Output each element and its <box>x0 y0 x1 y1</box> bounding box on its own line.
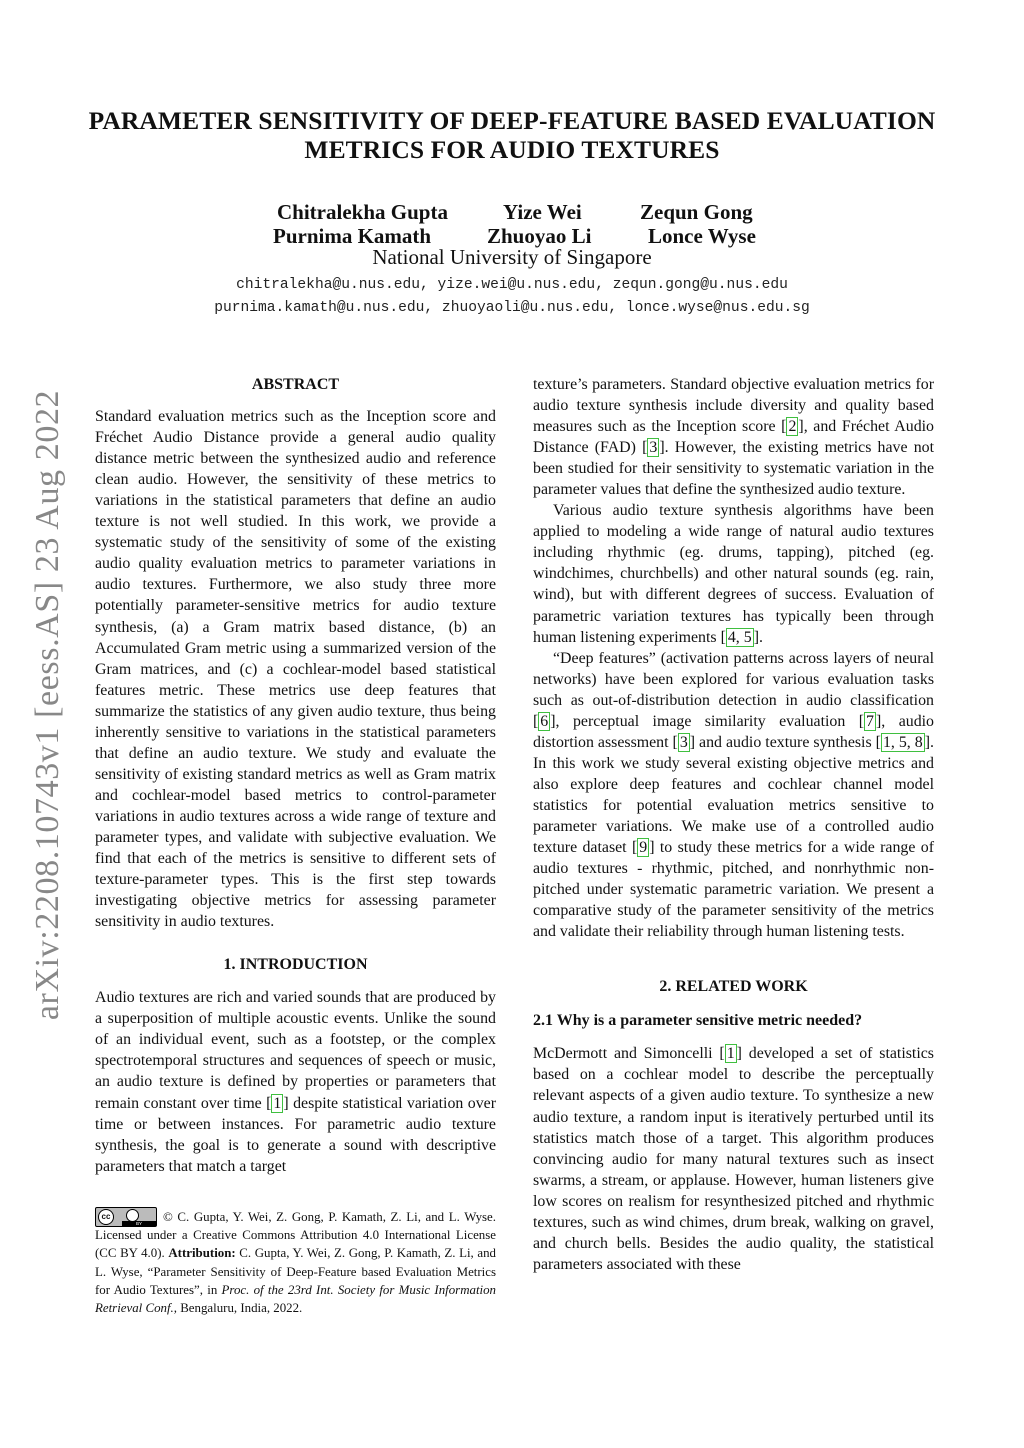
author-name: Chitralekha Gupta <box>277 200 448 224</box>
arxiv-id: arXiv:2208.10743v1 [eess.AS] 23 Aug 2022 <box>29 389 66 1021</box>
right-column <box>533 374 934 1275</box>
author-name: Zequn Gong <box>640 200 753 224</box>
intro-paragraph: Audio textures are rich and varied sounds that are produced by a superposition of multiple acoustic events. Unlike the sound of an individual event, such as a footstep, or the complex spectrotemporal structures and sequences of speech or music, an audio texture is defined by properties or parameters that remain constant over time [ 1 ] despite statistical variation over time or between instances. For parametric audio texture synthesis, the goal is to generate a sound with descriptive parameters that match a target <box>95 989 496 1175</box>
affiliation: National University of Singapore <box>372 245 652 269</box>
citation-link[interactable]: 1 <box>726 1045 735 1063</box>
cc-icon: cc <box>98 1209 114 1225</box>
citation-link[interactable]: 7 <box>866 712 874 730</box>
paragraph: “Deep features” (activation patterns across layers of neural networks) have been explored for various evaluation tasks such as out-of-distribution detection in audio classification [ 6 ], perceptual image similarity evaluation [ 7 ], audio distortion assessment [ 3 ] and audio texture synthesis [ 1, 5, 8 ]. In this work we study several existing objective metrics and also explore deep features and cochlear channel model statistics for potential evaluation metrics sensitive to parameter variations. We make use of a controlled audio texture dataset [ 9 ] to study these metrics for a wide range of audio textures - rhythmic, pitched, and nonrhythmic non-pitched under systematic parametric variation. We present a comparative study of the parameter sensitivity of the metrics and validate their reliability through human listening tests. <box>533 649 934 941</box>
abstract-text: Standard evaluation metrics such as the Inception score and Fréchet Audio Distance provide a general audio quality distance metric between the synthesized audio and reference clean audio. However, the sensitivity of these metrics to variations in the statistical parameters that define an audio texture is not well studied. In this work, we provide a systematic study of the sensitivity of some of the existing audio quality evaluation metrics to parameter variations in audio textures. Furthermore, we also study three more potentially parameter-sensitive metrics for audio texture synthesis, (a) a Gram matrix based distance, (b) an Accumulated Gram metric using a summarized version of the Gram matrices, and (c) a cochlear-model based statistical features metric. These metrics use deep features that summarize the statistics of any given audio texture, thus being inherently sensitive to variations in the statistical parameters that define an audio texture. We study and evaluate the sensitivity of existing standard metrics as well as Gram matrix and cochlear-model based metrics to control-parameter variations in audio textures across a wide range of texture and parameter types, and validate with subjective evaluation. We find that each of the metrics is sensitive to different sets of texture-parameter types. This is the first step towards investigating objective metrics for assessing parameter sensitivity in audio textures. <box>95 408 496 931</box>
paragraph: McDermott and Simoncelli [ 1 ] developed a set of statistics based on a cochlear model to describe the perceptually relevant aspects of a given audio texture. To synthesize a new audio texture, a random input is iteratively perturbed until its statistics match those of a target. This algorithm produces convincing audio for many natural textures such as insect swarms, a stream, or applause. However, human listeners give low scores on realism for resynthesized pitched and rhythmic textures, such as wind chimes, drum break, walking on gravel, and church bells. Besides the audio quality, the statistical parameters associated with these <box>533 1045 934 1273</box>
email-line: purnima.kamath@u.nus.edu, zhuoyaoli@u.nus.edu, lonce.wyse@nus.edu.sg <box>214 300 810 316</box>
abstract-heading: ABSTRACT <box>251 376 340 393</box>
citation-link[interactable]: 4, 5 <box>727 628 752 646</box>
citation-link[interactable]: 2 <box>788 418 797 436</box>
citation-link[interactable]: 6 <box>540 712 549 730</box>
introduction-heading: 1. INTRODUCTION <box>223 956 368 974</box>
citation-link[interactable]: 3 <box>679 733 688 751</box>
citation-link[interactable]: 1, 5, 8 <box>882 733 923 751</box>
paragraph: Various audio texture synthesis algorithms have been applied to modeling a wide range of natural audio textures including rhythmic (eg. drums, tapping), pitched (eg. windchimes, churchbells) and other natural sounds (eg. rain, wind), but with different degrees of success. Evaluation of parametric variation textures has typically been through human listening experiments [ 4, 5 ]. <box>533 502 934 646</box>
related-work-heading: 2. RELATED WORK <box>659 978 808 996</box>
by-label: BY <box>122 1221 156 1226</box>
author-name: Zhuoyao Li <box>487 224 592 248</box>
subsection-heading: 2.1 Why is a parameter sensitive metric needed? <box>533 1012 863 1030</box>
citation-link[interactable]: 3 <box>649 439 658 457</box>
citation-link[interactable]: 1 <box>273 1094 282 1112</box>
email-line: chitralekha@u.nus.edu, yize.wei@u.nus.edu, zequn.gong@u.nus.edu <box>236 277 788 293</box>
paper-title: PARAMETER SENSITIVITY OF DEEP-FEATURE BASED EVALUATION METRICS FOR AUDIO TEXTURES <box>88 106 936 164</box>
citation-link[interactable]: 9 <box>639 839 648 857</box>
author-name: Purnima Kamath <box>273 224 432 248</box>
author-name: Yize Wei <box>503 200 582 224</box>
author-name: Lonce Wyse <box>648 224 756 248</box>
paragraph: texture’s parameters. Standard objective evaluation metrics for audio texture synthesis include diversity and quality based measures such as the Inception score [ 2 ], and Fréchet Audio Distance (FAD) [ 3 ]. However, the existing metrics have not been studied for their sensitivity to systematic variation in the parameter values that define the synthesized audio texture. <box>533 376 934 499</box>
left-column <box>95 374 496 1177</box>
license-footnote: © C. Gupta, Y. Wei, Z. Gong, P. Kamath, Z. Li, and L. Wyse. Licensed under a Creative Commons Attribution 4.0 International License (CC BY 4.0). Attribution: C. Gupta, Y. Wei, Z. Gong, P. Kamath, Z. Li, and L. Wyse, “Parameter Sensitivity of Deep-Feature based Evaluation Metrics for Audio Textures”, in Proc. of the 23rd Int. Society for Music Information Retrieval Conf., Bengaluru, India, 2022. <box>95 1210 496 1316</box>
